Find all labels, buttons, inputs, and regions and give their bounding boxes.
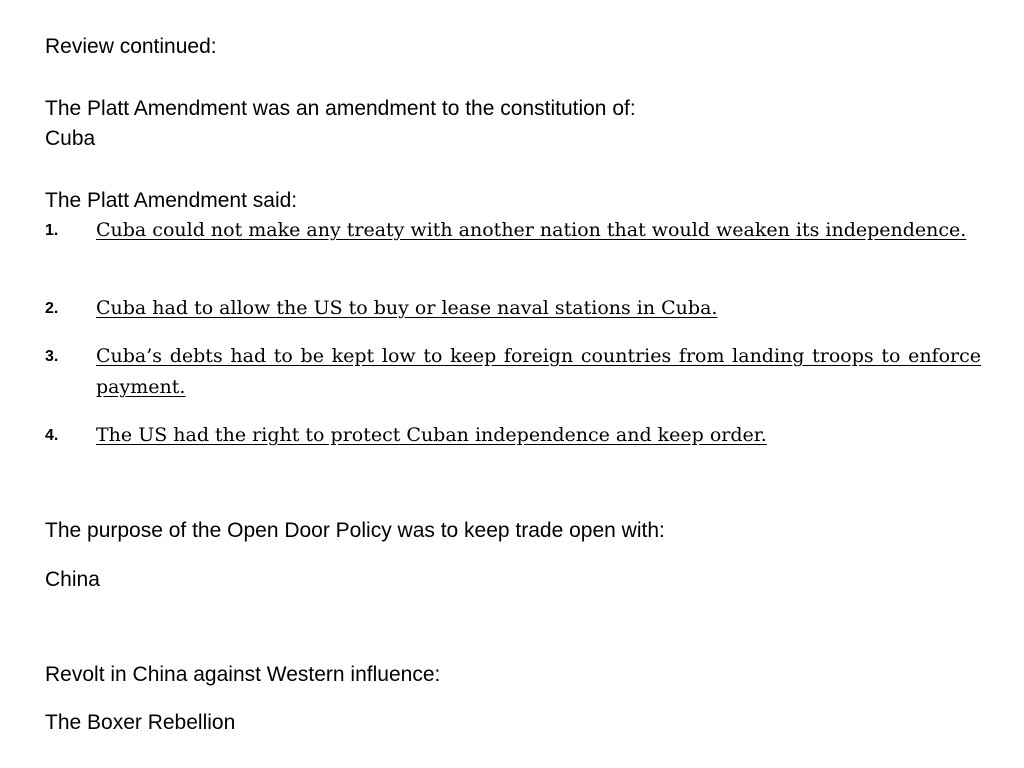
list-item-number: 3. <box>45 348 59 365</box>
open-door-question: The purpose of the Open Door Policy was to keep trade open with: <box>45 519 665 542</box>
list-item-text: The US had the right to protect Cuban independence and keep order. <box>96 424 767 446</box>
list-item-number: 2. <box>45 300 59 317</box>
open-door-answer: China <box>45 568 100 591</box>
platt-said-heading: The Platt Amendment said: <box>45 189 298 212</box>
list-item-number: 1. <box>45 222 59 239</box>
platt-answer: Cuba <box>45 127 96 150</box>
review-heading: Review continued: <box>45 35 217 58</box>
platt-question: The Platt Amendment was an amendment to the constitution of: <box>45 97 636 120</box>
revolt-question: Revolt in China against Western influence: <box>45 663 441 686</box>
list-item-number: 4. <box>45 427 59 444</box>
revolt-answer: The Boxer Rebellion <box>45 711 236 734</box>
list-item-text: Cuba had to allow the US to buy or lease naval stations in Cuba. <box>96 297 718 319</box>
list-item-text: Cuba’s debts had to be kept low to keep foreign countries from landing troops to enforce payment. <box>96 345 981 398</box>
list-item-text: Cuba could not make any treaty with another nation that would weaken its independence. <box>96 219 967 241</box>
